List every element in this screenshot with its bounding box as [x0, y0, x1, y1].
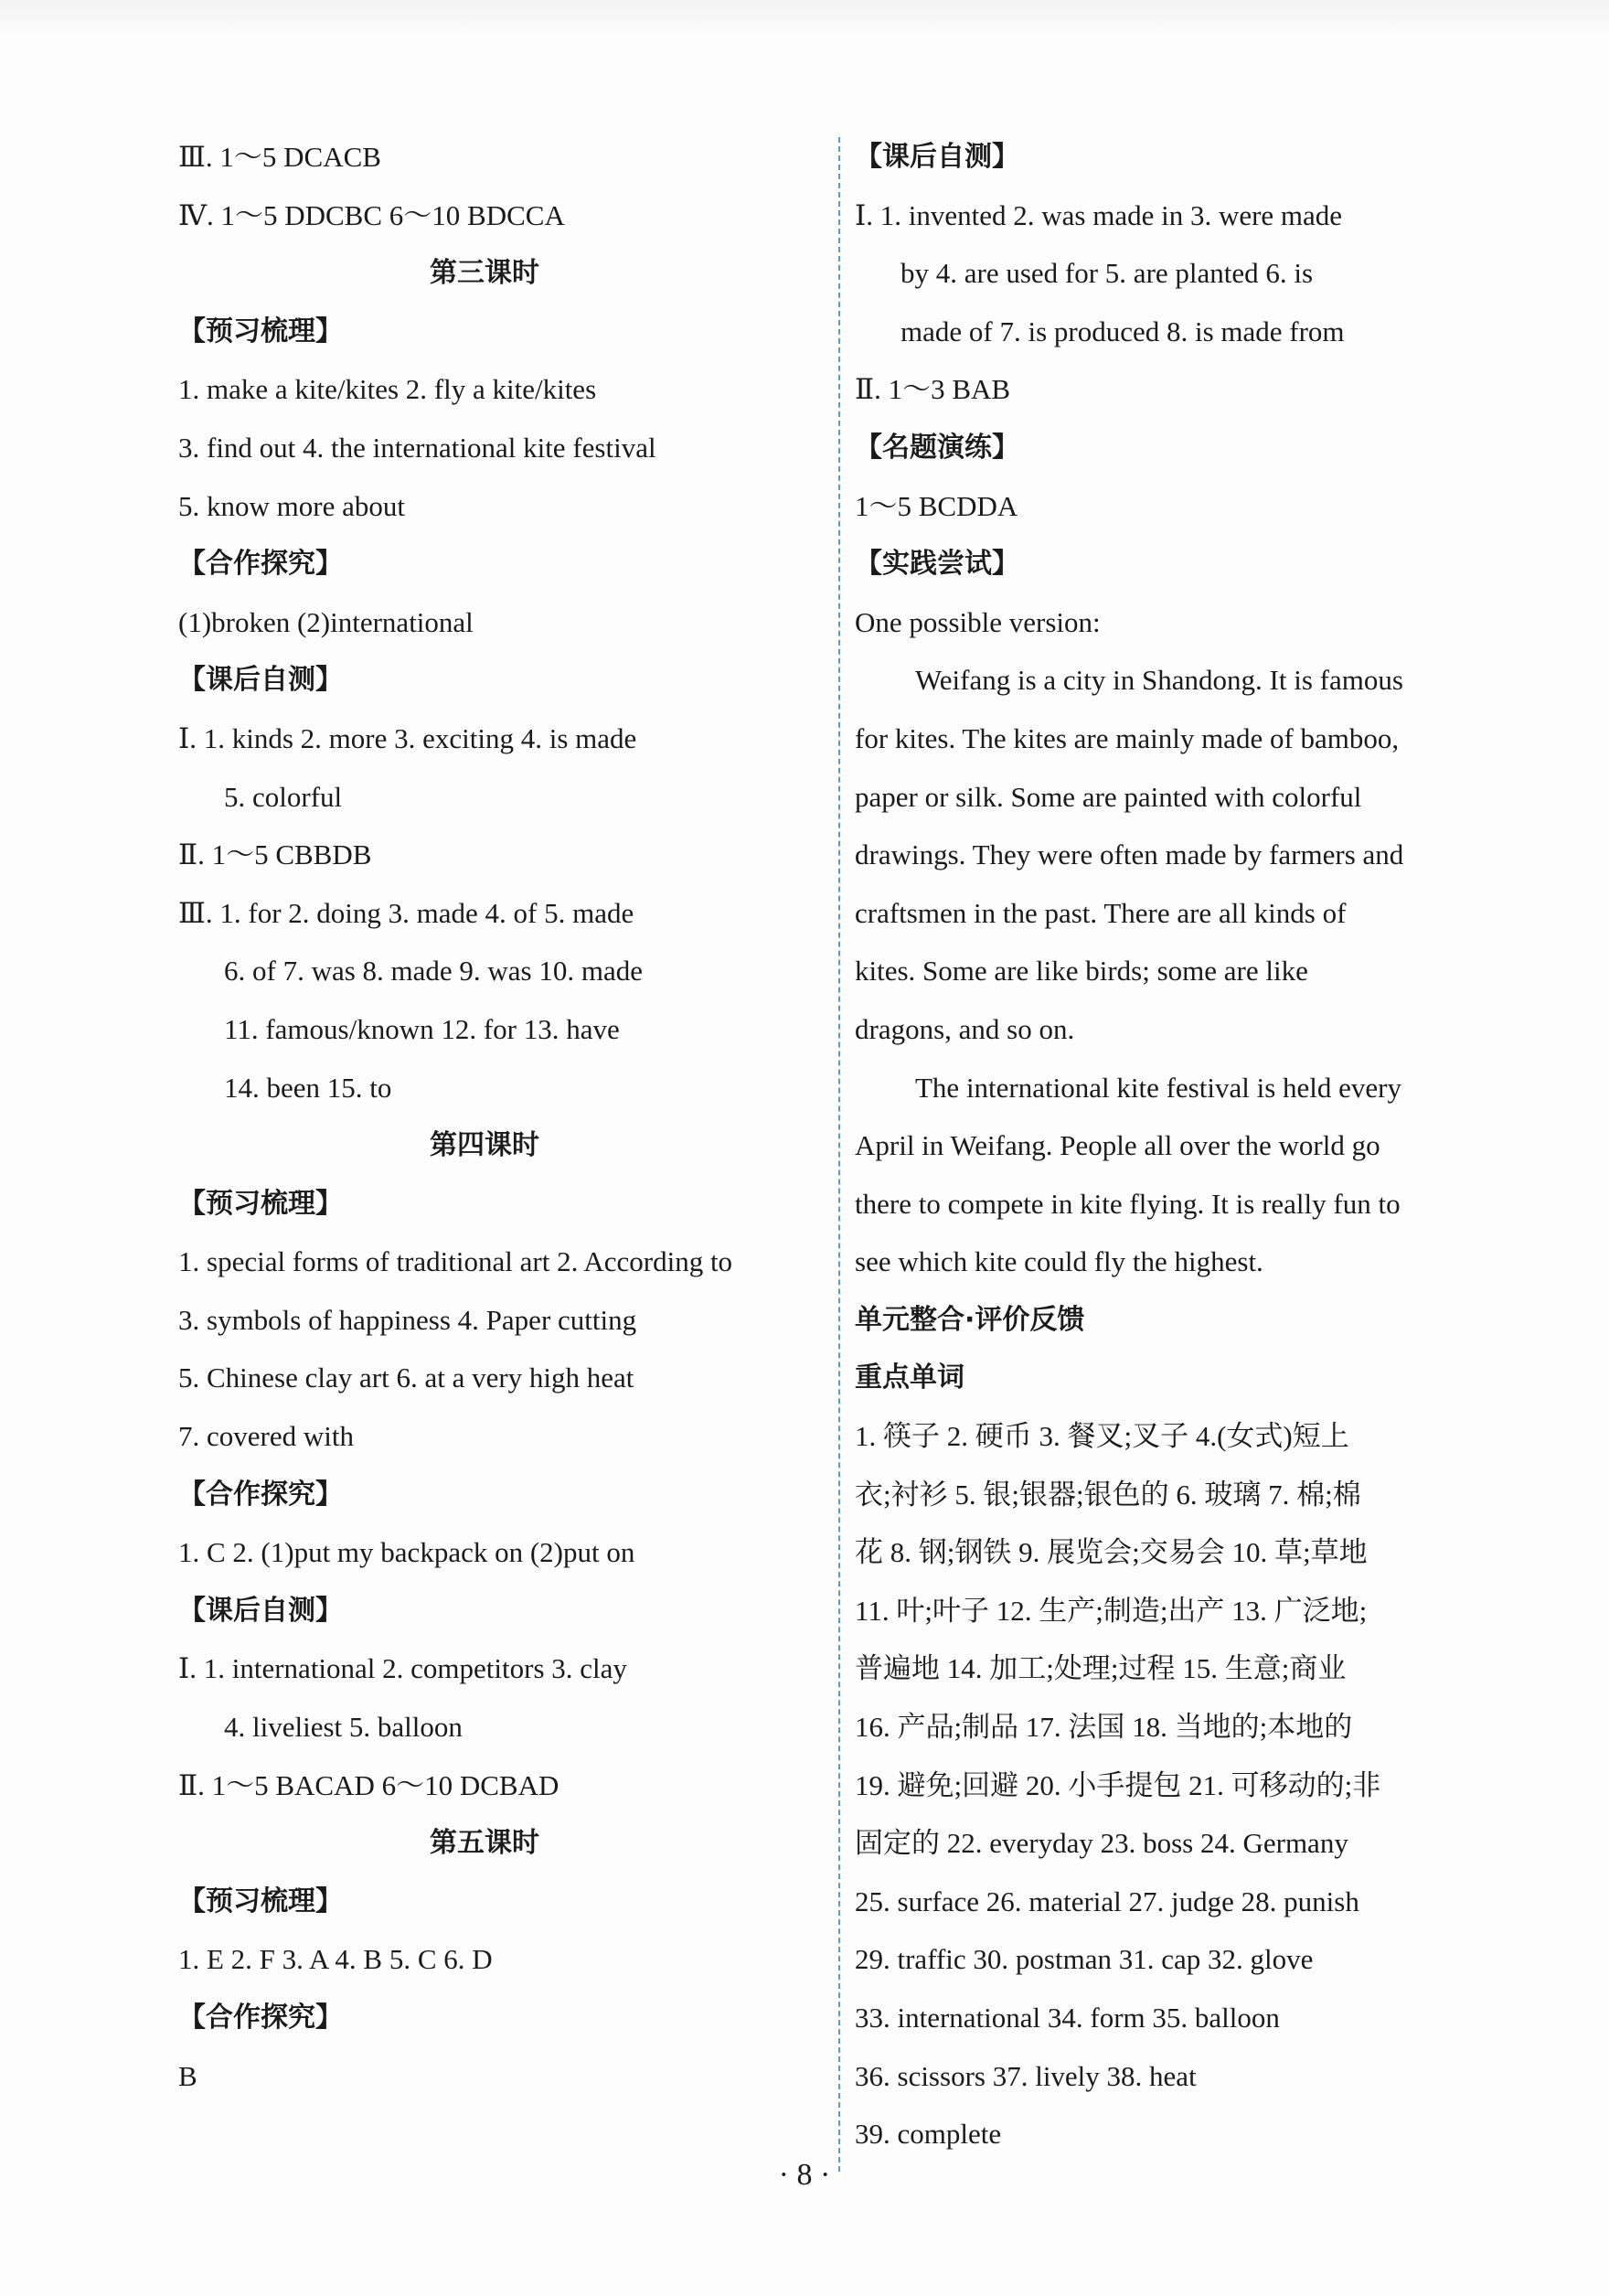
- answer-line: paper or silk. Some are painted with colorful: [855, 780, 1362, 813]
- section-heading: 重点单词: [855, 1362, 964, 1394]
- answer-line: 7. covered with: [178, 1420, 354, 1453]
- answer-line: Ⅱ. 1～5 BACAD 6～10 DCBAD: [178, 1768, 559, 1801]
- answer-line-continued: 4. liveliest 5. balloon: [224, 1711, 463, 1744]
- answer-line: 39. complete: [855, 2118, 1002, 2151]
- page-number: · 8 ·: [778, 2158, 831, 2192]
- answer-line: 16. 产品;制品 17. 法国 18. 当地的;本地的: [855, 1711, 1353, 1744]
- answer-line-continued: 5. colorful: [224, 780, 343, 813]
- section-heading: 【课后自测】: [178, 1594, 343, 1627]
- answer-line: April in Weifang. People all over the world go: [855, 1129, 1380, 1162]
- answer-line: 固定的 22. everyday 23. boss 24. Germany: [855, 1827, 1348, 1860]
- section-heading: 【名题演练】: [855, 431, 1019, 464]
- answer-line: drawings. They were often made by farmers and: [855, 838, 1404, 871]
- scan-top-shade: [0, 0, 1609, 37]
- answer-line: craftsmen in the past. There are all kinds of: [855, 896, 1347, 929]
- paragraph-start: Weifang is a city in Shandong. It is famous: [915, 664, 1403, 697]
- answer-line: kites. Some are like birds; some are like: [855, 955, 1308, 988]
- answer-line: 11. 叶;叶子 12. 生产;制造;出产 13. 广泛地;: [855, 1594, 1368, 1627]
- answer-line: Ⅲ. 1. for 2. doing 3. made 4. of 5. made: [178, 896, 634, 929]
- lesson-title: 第四课时: [430, 1129, 539, 1162]
- answer-line: Ⅱ. 1～3 BAB: [855, 373, 1011, 406]
- answer-line: Ⅳ. 1～5 DDCBC 6～10 BDCCA: [178, 198, 565, 231]
- section-heading: 【课后自测】: [178, 664, 343, 697]
- section-heading: 【合作探究】: [178, 2002, 343, 2034]
- answer-line: Ⅲ. 1～5 DCACB: [178, 141, 381, 173]
- column-divider: [838, 137, 840, 2172]
- answer-line: B: [178, 2059, 197, 2092]
- paragraph-start: The international kite festival is held every: [915, 1071, 1401, 1104]
- section-heading: 【合作探究】: [178, 1478, 343, 1511]
- lesson-title: 第三课时: [430, 257, 539, 290]
- answer-line: One possible version:: [855, 605, 1101, 638]
- section-heading: 【课后自测】: [855, 141, 1019, 173]
- answer-line: 25. surface 26. material 27. judge 28. punish: [855, 1885, 1359, 1917]
- answer-line: 1～5 BCDDA: [855, 489, 1018, 522]
- section-heading: 【预习梳理】: [178, 1885, 343, 1917]
- answer-line: Ⅰ. 1. invented 2. was made in 3. were made: [855, 198, 1343, 231]
- right-column: [855, 128, 1499, 2163]
- section-heading: 单元整合·评价反馈: [855, 1303, 1085, 1336]
- answer-line: Ⅱ. 1～5 CBBDB: [178, 838, 372, 871]
- answer-line: see which kite could fly the highest.: [855, 1245, 1263, 1278]
- answer-line: dragons, and so on.: [855, 1012, 1075, 1045]
- answer-line-continued: made of 7. is produced 8. is made from: [900, 315, 1345, 347]
- answer-line: 3. find out 4. the international kite festival: [178, 431, 656, 464]
- lesson-title: 第五课时: [430, 1827, 539, 1860]
- answer-line: 3. symbols of happiness 4. Paper cutting: [178, 1303, 637, 1336]
- answer-line: (1)broken (2)international: [178, 605, 474, 638]
- answer-line: 1. special forms of traditional art 2. According to: [178, 1245, 733, 1278]
- section-heading: 【合作探究】: [178, 548, 343, 581]
- answer-line-continued: 6. of 7. was 8. made 9. was 10. made: [224, 955, 644, 988]
- answer-line: Ⅰ. 1. international 2. competitors 3. clay: [178, 1652, 627, 1685]
- left-column: [178, 128, 791, 2105]
- answer-line: there to compete in kite flying. It is really fun to: [855, 1187, 1401, 1220]
- answer-line-continued: by 4. are used for 5. are planted 6. is: [900, 257, 1314, 290]
- answer-line-continued: 14. been 15. to: [224, 1071, 392, 1104]
- section-heading: 【实践尝试】: [855, 548, 1019, 581]
- answer-line: 33. international 34. form 35. balloon: [855, 2002, 1280, 2034]
- answer-line: 36. scissors 37. lively 38. heat: [855, 2059, 1197, 2092]
- answer-line: 5. Chinese clay art 6. at a very high heat: [178, 1362, 634, 1394]
- answer-line: 29. traffic 30. postman 31. cap 32. glove: [855, 1943, 1314, 1976]
- section-heading: 【预习梳理】: [178, 315, 343, 347]
- answer-line: 5. know more about: [178, 489, 405, 522]
- section-heading: 【预习梳理】: [178, 1187, 343, 1220]
- answer-line: 1. C 2. (1)put my backpack on (2)put on: [178, 1536, 635, 1569]
- answer-line: 花 8. 钢;钢铁 9. 展览会;交易会 10. 草;草地: [855, 1536, 1368, 1569]
- answer-line: 19. 避免;回避 20. 小手提包 21. 可移动的;非: [855, 1768, 1381, 1801]
- answer-line-continued: 11. famous/known 12. for 13. have: [224, 1012, 620, 1045]
- answer-line: for kites. The kites are mainly made of bamboo,: [855, 721, 1400, 754]
- answer-line: 1. E 2. F 3. A 4. B 5. C 6. D: [178, 1943, 493, 1976]
- answer-line: Ⅰ. 1. kinds 2. more 3. exciting 4. is made: [178, 721, 637, 754]
- answer-line: 1. 筷子 2. 硬币 3. 餐叉;叉子 4.(女式)短上: [855, 1420, 1349, 1453]
- answer-line: 普遍地 14. 加工;处理;过程 15. 生意;商业: [855, 1652, 1347, 1685]
- answer-line: 衣;衬衫 5. 银;银器;银色的 6. 玻璃 7. 棉;棉: [855, 1478, 1361, 1511]
- answer-line: 1. make a kite/kites 2. fly a kite/kites: [178, 373, 597, 406]
